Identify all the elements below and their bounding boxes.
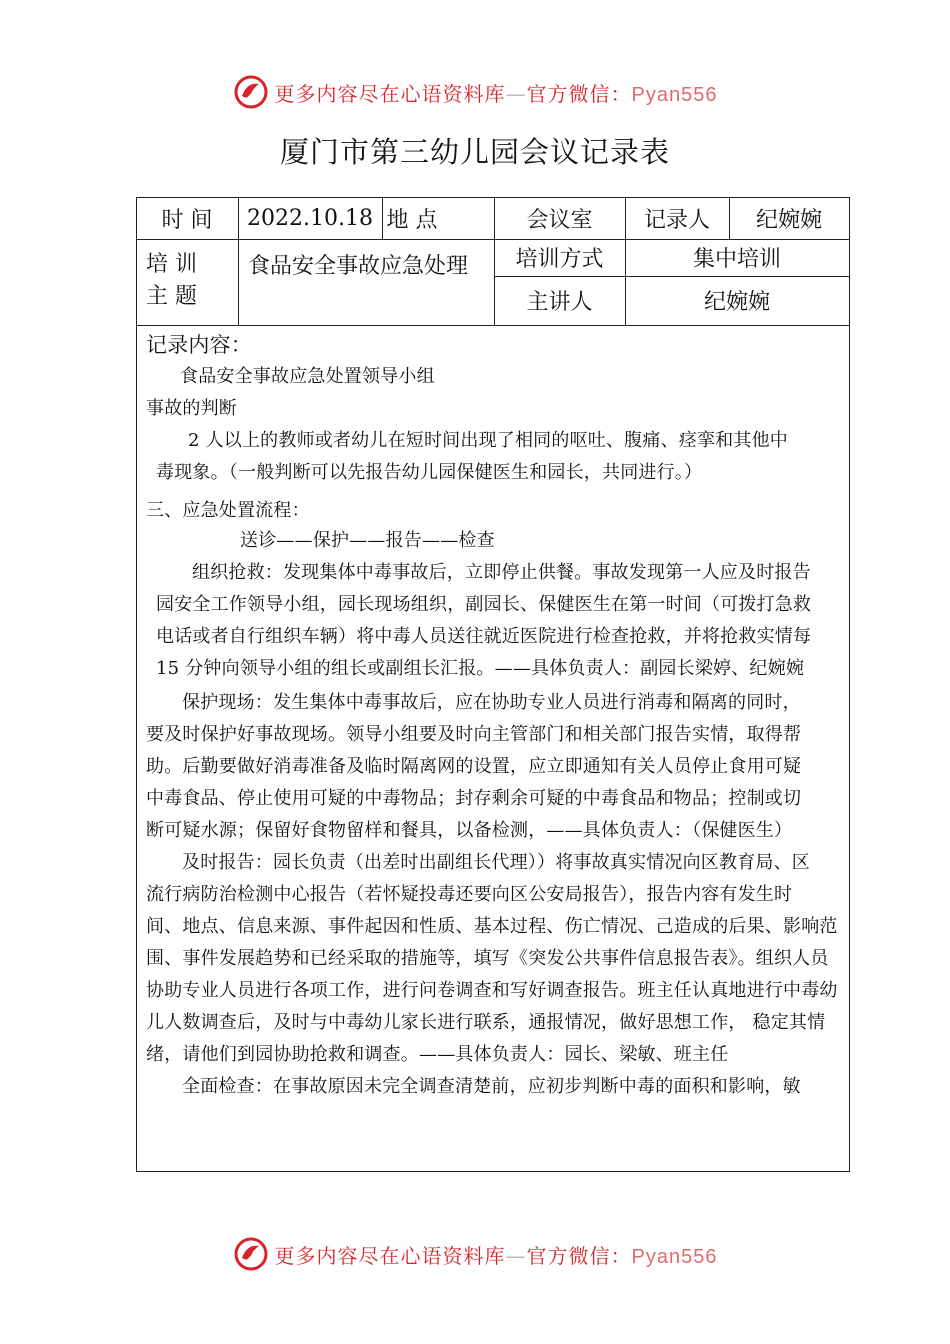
method-label: 培训方式 (515, 247, 604, 272)
topic-label-line2: 主 题 (146, 283, 197, 309)
record-line: 电话或者自行组织车辆）将中毒人员送往就近医院进行检查抢救，并将抢救实情每 (156, 626, 812, 647)
record-line: 协助专业人员进行各项工作，进行问卷调查和写好调查报告。班主任认真地进行中毒幼 (146, 980, 838, 1001)
record-line: 食品安全事故应急处置领导小组 (180, 366, 435, 387)
record-line: 绪，请他们到园协助抢救和调查。——具体负责人：园长、梁敏、班主任 (146, 1044, 729, 1065)
topic-value: 食品安全事故应急处理 (248, 253, 469, 279)
meeting-record-table (136, 197, 850, 1172)
record-line: 事故的判断 (146, 398, 237, 419)
time-value: 2022.10.18 (247, 205, 373, 231)
record-line: 要及时保护好事故现场。领导小组要及时向主管部门和相关部门报告实情，取得帮 (146, 724, 802, 745)
top-watermark-banner (0, 70, 950, 114)
record-line: 送诊——保护——报告——检查 (240, 530, 495, 551)
record-line: 全面检查：在事故原因未完全调查清楚前，应初步判断中毒的面积和影响，敏 (182, 1076, 801, 1097)
record-line: 断可疑水源；保留好食物留样和餐具，以备检测，——具体负责人：（保健医生） (146, 820, 793, 841)
place-value: 会议室 (526, 207, 593, 233)
record-line: 围、事件发展趋势和已经采取的措施等，填写《突发公共事件信息报告表》。组织人员 (146, 948, 829, 969)
record-line: 园安全工作领导小组，园长现场组织，副园长、保健医生在第一时间（可拨打急救 (156, 594, 812, 615)
topic-label-line1: 培 训 (146, 251, 197, 277)
record-line: 保护现场：发生集体中毒事故后，应在协助专业人员进行消毒和隔离的同时， (182, 692, 801, 713)
record-line: 2 人以上的教师或者幼儿在短时间出现了相同的呕吐、腹痛、痉挛和其他中 (188, 430, 788, 451)
record-line: 及时报告：园长负责（出差时出副组长代理））将事故真实情况向区教育局、区 (182, 852, 810, 873)
record-line: 三、应急处置流程： (146, 500, 310, 521)
record-heading: 记录内容： (146, 333, 252, 357)
record-line: 助。后勤要做好消毒准备及临时隔离网的设置，应立即通知有关人员停止食用可疑 (146, 756, 802, 777)
banner-text: 更多内容尽在心语资料库—官方微信：Pyan556 (274, 81, 718, 106)
record-line: 流行病防治检测中心报告（若怀疑投毒还要向区公安局报告），报告内容有发生时 (146, 884, 793, 905)
brand-logo-icon (233, 74, 269, 110)
record-line: 中毒食品、停止使用可疑的中毒物品；封存剩余可疑的中毒食品和物品；控制或切 (146, 788, 802, 809)
record-line: 组织抢救：发现集体中毒事故后，立即停止供餐。事故发现第一人应及时报告 (192, 562, 811, 583)
recorder-value: 纪婉婉 (755, 207, 822, 233)
record-line: 毒现象。（一般判断可以先报告幼儿园保健医生和园长，共同进行。） (156, 462, 703, 483)
brand-logo-icon (233, 1236, 269, 1272)
recorder-label: 记录人 (643, 207, 710, 233)
method-value: 集中培训 (692, 247, 781, 272)
speaker-label: 主讲人 (526, 290, 593, 315)
time-label: 时 间 (161, 207, 213, 233)
banner-text: 更多内容尽在心语资料库—官方微信：Pyan556 (274, 1243, 718, 1268)
bottom-watermark-banner (0, 1232, 950, 1276)
speaker-value: 纪婉婉 (703, 290, 770, 315)
place-label: 地 点 (386, 207, 438, 233)
record-line: 儿人数调查后，及时与中毒幼儿家长进行联系，通报情况，做好思想工作， 稳定其情 (146, 1012, 826, 1033)
page-title: 厦门市第三幼儿园会议记录表 (279, 135, 670, 169)
record-line: 15 分钟向领导小组的组长或副组长汇报。——具体负责人：副园长梁婷、纪婉婉 (156, 658, 805, 679)
record-line: 间、地点、信息来源、事件起因和性质、基本过程、伤亡情况、己造成的后果、影响范 (146, 916, 838, 937)
